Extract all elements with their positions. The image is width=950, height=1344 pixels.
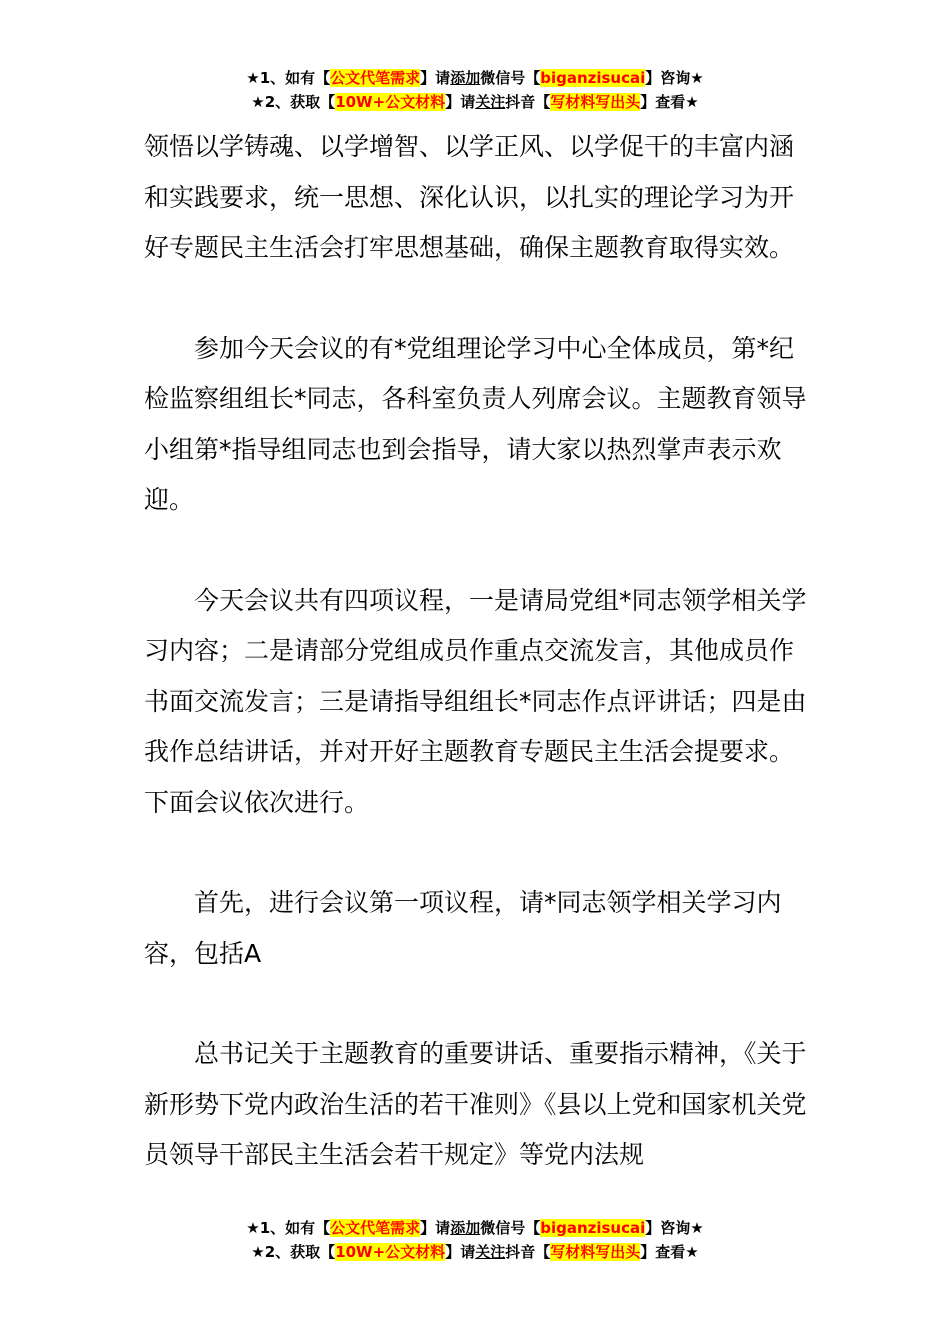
footer-banner xyxy=(0,1216,950,1264)
highlight-service: 公文代笔需求 xyxy=(330,69,421,87)
paragraph-3: 今天会议共有四项议程，一是请局党组*同志领学相关学习内容；二是请部分党组成员作重点交流发言，其他成员作书面交流发言；三是请指导组组长*同志作点评讲话；四是由我作总结讲话，并对开好主题教育专题民主生活会提要求。下面会议依次进行。 xyxy=(144,585,807,817)
highlight-douyin: 写材料写出头 xyxy=(550,93,641,111)
paragraph-4: 首先，进行会议第一项议程，请*同志领学相关学习内容，包括A xyxy=(144,888,782,968)
banner-line-2: ★2、获取【10W+公文材料】请关注抖音【写材料写出头】查看★ xyxy=(251,1243,699,1261)
paragraph-1: 领悟以学铸魂、以学增智、以学正风、以学促干的丰富内涵和实践要求，统一思想、深化认识，以扎实的理论学习为开好专题民主生活会打牢思想基础，确保主题教育取得实效。 xyxy=(144,132,795,262)
banner-line-1: ★1、如有【公文代笔需求】请添加微信号【biganzisucai】咨询★ xyxy=(246,1219,704,1237)
paragraph-5: 总书记关于主题教育的重要讲话、重要指示精神，《关于新形势下党内政治生活的若干准则》《县以上党和国家机关党员领导干部民主生活会若干规定》等党内法规 xyxy=(144,1039,807,1169)
highlight-service: 公文代笔需求 xyxy=(330,1219,421,1237)
highlight-materials: 10W+公文材料 xyxy=(335,1243,446,1261)
banner-line-1: ★1、如有【公文代笔需求】请添加微信号【biganzisucai】咨询★ xyxy=(246,69,704,87)
highlight-wechat-id: biganzisucai xyxy=(540,1219,646,1237)
banner-line-2: ★2、获取【10W+公文材料】请关注抖音【写材料写出头】查看★ xyxy=(251,93,699,111)
highlight-materials: 10W+公文材料 xyxy=(335,93,446,111)
document-body xyxy=(144,122,808,1181)
header-banner xyxy=(0,66,950,114)
highlight-douyin: 写材料写出头 xyxy=(550,1243,641,1261)
highlight-wechat-id: biganzisucai xyxy=(540,69,646,87)
paragraph-2: 参加今天会议的有*党组理论学习中心全体成员，第*纪检监察组组长*同志，各科室负责人列席会议。主题教育领导小组第*指导组同志也到会指导，请大家以热烈掌声表示欢迎。 xyxy=(144,333,807,514)
